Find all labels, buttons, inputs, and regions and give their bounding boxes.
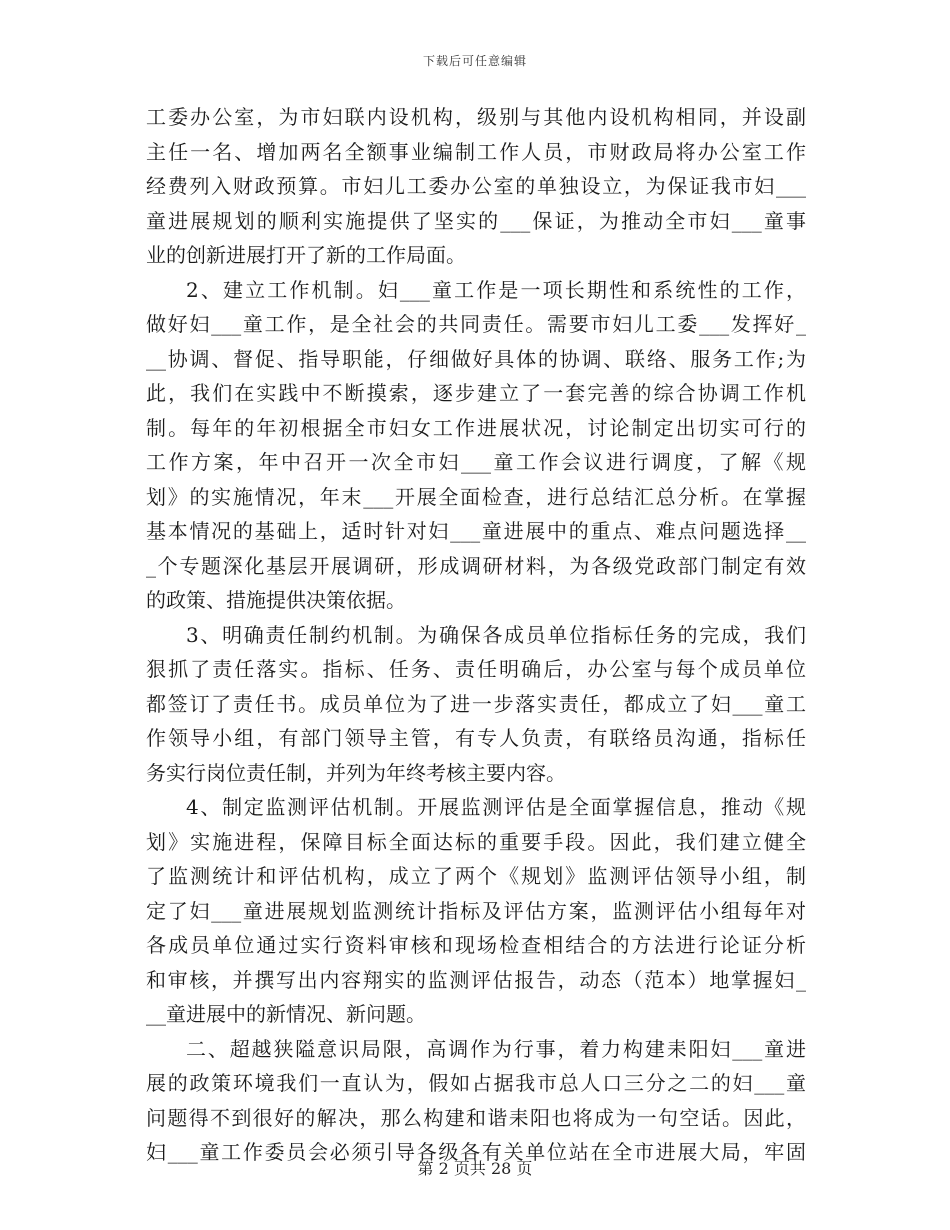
text-line: 工委办公室，为市妇联内设机构，级别与其他内设机构相同，并设副: [146, 105, 806, 129]
paragraph-start-line: 2、建立工作机制。妇___童工作是一项长期性和系统性的工作，: [186, 277, 806, 302]
text-line: 定了妇___童进展规划监测统计指标及评估方案，监测评估小组每年对: [146, 898, 806, 923]
text-line: 童进展规划的顺利实施提供了坚实的___保证，为推动全市妇___童事: [146, 208, 806, 233]
text-line: 作领导小组，有部门领导主管，有专人负责，有联络员沟通，指标任: [146, 726, 806, 750]
text-line: 工作方案，年中召开一次全市妇___童工作会议进行调度，了解《规: [146, 450, 806, 474]
text-line: 此，我们在实践中不断摸索，逐步建立了一套完善的综合协调工作机: [146, 381, 806, 405]
text-line: 经费列入财政预算。市妇儿工委办公室的单独设立，为保证我市妇___: [146, 174, 806, 198]
paragraph-start-line: 4、制定监测评估机制。开展监测评估是全面掌握信息，推动《规: [186, 795, 806, 819]
text-line: 和审核，并撰写出内容翔实的监测评估报告，动态（范本）地掌握妇_: [146, 967, 806, 992]
text-line: 主任一名、增加两名全额事业编制工作人员，市财政局将办公室工作: [146, 139, 806, 164]
text-line: 都签订了责任书。成员单位为了进一步落实责任，都成立了妇___童工: [146, 691, 806, 716]
document-body: [146, 100, 806, 1170]
text-line: 展的政策环境我们一直认为，假如占据我市总人口三分之二的妇___童: [146, 1071, 806, 1095]
text-line: 务实行岗位责任制，并列为年终考核主要内容。: [146, 760, 566, 785]
text-line: 业的创新进展打开了新的工作局面。: [146, 243, 466, 267]
text-line: 了监测统计和评估机构，成立了两个《规划》监测评估领导小组，制: [146, 864, 806, 888]
text-line: 问题得不到很好的解决，那么构建和谐耒阳也将成为一句空话。因此，: [146, 1105, 806, 1130]
text-line: 基本情况的基础上，适时针对妇___童进展中的重点、难点问题选择__: [146, 519, 806, 543]
paragraph-start-line: 3、明确责任制约机制。为确保各成员单位指标任务的完成，我们: [186, 622, 806, 647]
text-line: __协调、督促、指导职能，仔细做好具体的协调、联络、服务工作;为: [146, 346, 806, 371]
text-line: __童进展中的新情况、新问题。: [146, 1002, 426, 1026]
text-line: 划》实施进程，保障目标全面达标的重要手段。因此，我们建立健全: [146, 829, 806, 854]
text-line: 制。每年的年初根据全市妇女工作进展状况，讨论制定出切实可行的: [146, 415, 806, 440]
text-line: _个专题深化基层开展调研，形成调研材料，为各级党政部门制定有效: [146, 553, 806, 578]
paragraph-start-line: 二、超越狭隘意识局限，高调作为行事，着力构建耒阳妇___童进: [186, 1036, 806, 1061]
page-number-footer: 第 2 页共 28 页: [417, 1159, 533, 1178]
text-line: 各成员单位通过实行资料审核和现场检查相结合的方法进行论证分析: [146, 933, 806, 957]
text-line: 狠抓了责任落实。指标、任务、责任明确后，办公室与每个成员单位: [146, 657, 806, 681]
text-line: 的政策、措施提供决策依据。: [146, 588, 406, 612]
text-line: 妇___童工作委员会必须引导各级各有关单位站在全市进展大局，牢固: [146, 1140, 806, 1164]
page-header-note: 下载后可任意编辑: [422, 54, 527, 68]
text-line: 做好妇___童工作，是全社会的共同责任。需要市妇儿工委___发挥好_: [146, 312, 806, 336]
text-line: 划》的实施情况，年末___开展全面检查，进行总结汇总分析。在掌握: [146, 484, 806, 509]
